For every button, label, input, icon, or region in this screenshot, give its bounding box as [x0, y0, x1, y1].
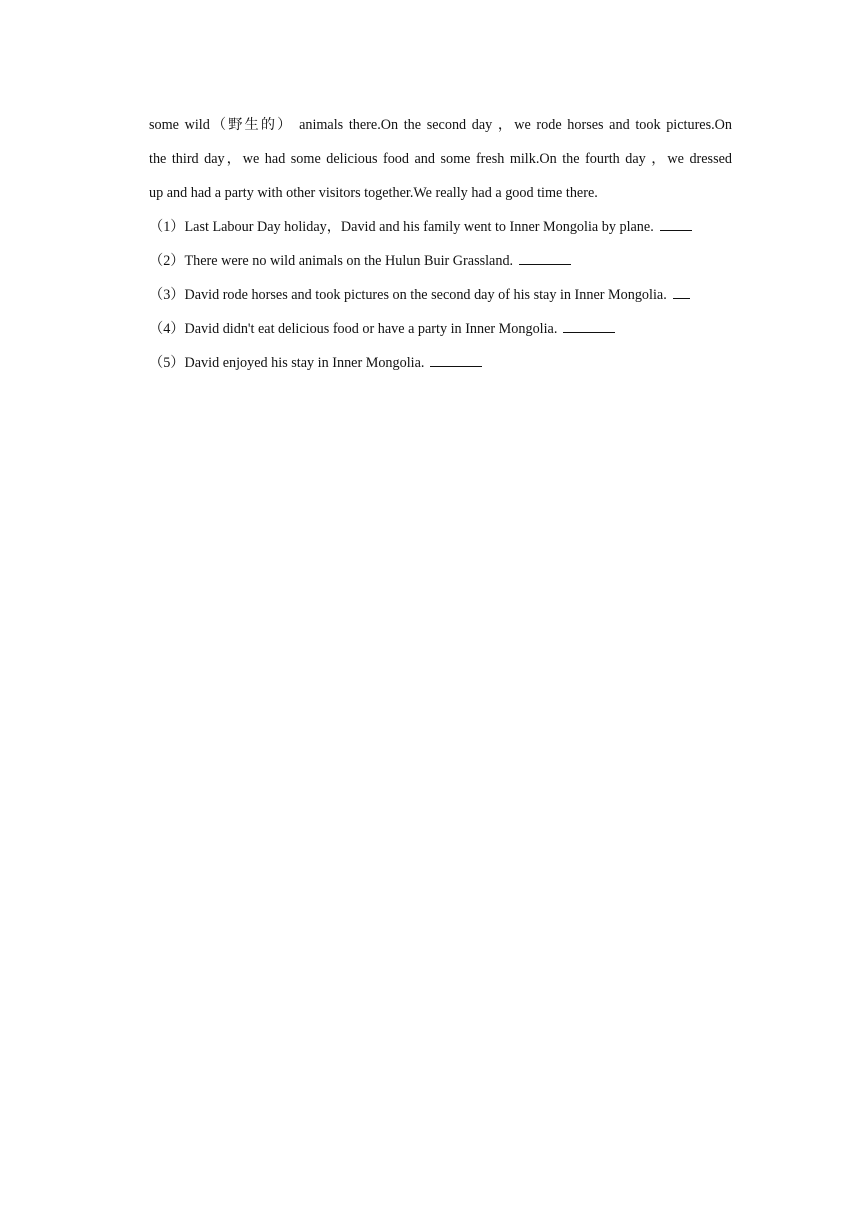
answer-blank[interactable]	[673, 284, 690, 299]
question-list	[149, 210, 732, 380]
answer-blank[interactable]	[563, 318, 615, 333]
question-text: David didn't eat delicious food or have a party in Inner Mongolia.	[184, 321, 558, 337]
question-text: Last Labour Day holiday，David and his family went to Inner Mongolia by plane.	[184, 219, 654, 235]
worksheet-page	[149, 108, 732, 380]
question-item	[149, 346, 732, 380]
passage-line: some wild（野生的） animals there.On the second day ，we rode horses and took pictures.On	[149, 117, 732, 133]
question-number: （2）	[149, 253, 185, 269]
question-item	[149, 244, 732, 278]
answer-blank[interactable]	[519, 250, 571, 265]
reading-passage	[149, 108, 732, 210]
question-text: David rode horses and took pictures on the second day of his stay in Inner Mongolia.	[184, 287, 667, 303]
passage-line: up and had a party with other visitors together.We really had a good time there.	[149, 185, 598, 201]
question-number: （5）	[149, 355, 185, 371]
question-item	[149, 312, 732, 346]
question-text: There were no wild animals on the Hulun Buir Grassland.	[184, 253, 514, 269]
question-text: David enjoyed his stay in Inner Mongolia.	[184, 355, 425, 371]
question-item	[149, 278, 732, 312]
question-number: （4）	[149, 321, 185, 337]
question-number: （3）	[149, 287, 185, 303]
question-item	[149, 210, 732, 244]
answer-blank[interactable]	[660, 216, 692, 231]
passage-line: the third day，we had some delicious food and some fresh milk.On the fourth day ，we dressed	[149, 151, 732, 167]
question-number: （1）	[149, 219, 185, 235]
answer-blank[interactable]	[430, 352, 482, 367]
